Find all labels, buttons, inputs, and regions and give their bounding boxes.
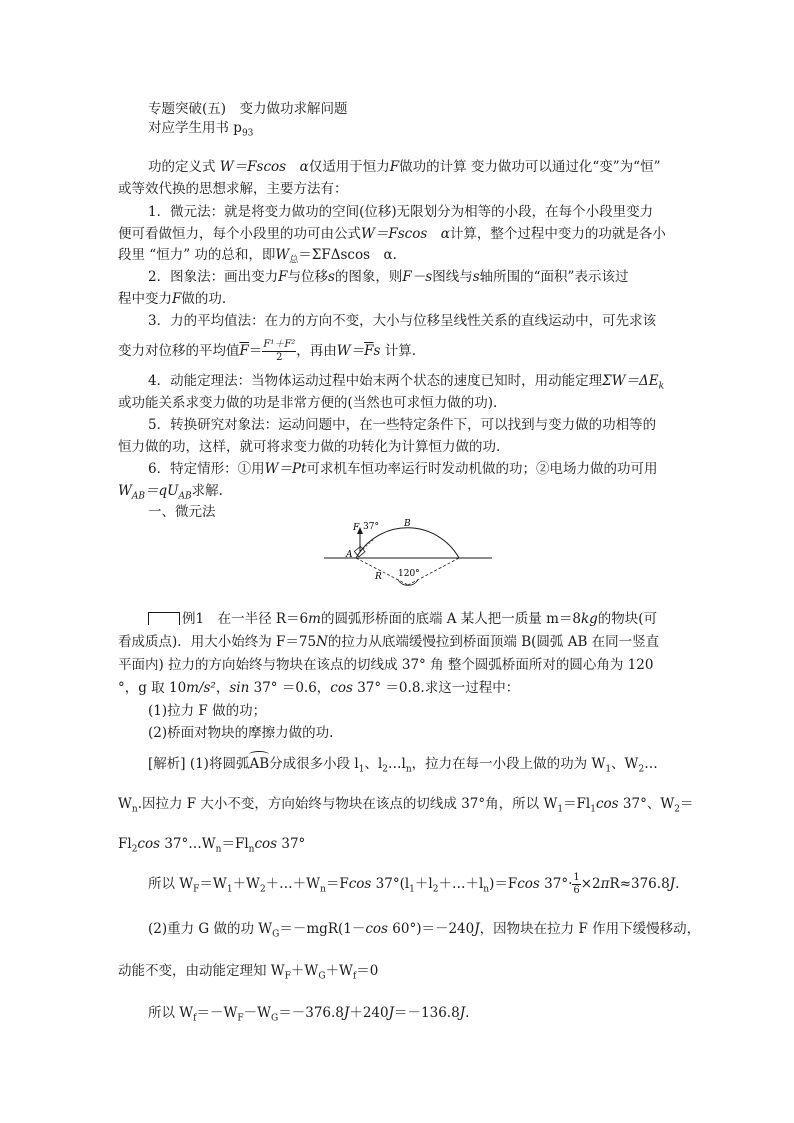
symbol: F [389,159,400,175]
text: W [118,796,132,812]
label-120-degrees: 120° [398,569,420,579]
function: cos [595,796,619,812]
text: 2．图象法：画出变力 [148,269,279,285]
arc-ab-symbol: AB [249,756,270,772]
fraction-numerator: F¹＋F² [263,339,296,350]
subscript: n [320,884,326,895]
bridge-arc [356,528,459,558]
text: ×2 [580,876,601,892]
subscript: 1 [590,804,596,815]
unit: m [308,611,321,627]
text: ＝F [325,876,349,892]
subscript: n [405,764,412,775]
text: 60°)＝－240 [387,921,475,937]
section-heading-micro-element: 一、微元法 [148,504,216,520]
subscript: f [352,971,357,982]
formula: W＝Pt [264,461,307,477]
subscript: F [193,884,200,895]
label-A: A [346,550,353,560]
text: ＝Fl [563,796,591,812]
subscript: 1 [358,764,365,775]
text: . [392,247,397,263]
unit: N [316,634,328,650]
method-2-line-1 [148,268,628,286]
text: ＝ [248,343,263,359]
text: ＋240 [349,1005,389,1021]
text: ＝－136.8 [394,1005,460,1021]
function: cos [137,836,161,852]
symbol: s [373,343,381,359]
label-F: F [353,523,360,533]
text: 动能不变，由动能定理知 W [118,963,285,979]
mean-force-symbol: $\overline{F}$ [364,343,374,359]
unit: kg [580,611,598,627]
text: 求解. [191,483,223,499]
fraction-denominator: 2 [276,352,283,363]
subscript: 1 [605,764,612,775]
symbol: W [118,483,132,499]
text: ，拉力在每一小段上做的功为 W [411,756,606,772]
subscript: 2 [674,804,680,815]
subscript: 2 [259,884,266,895]
formula: ΣW＝ΔE [602,373,659,389]
text: 看成质点)．用大小始终为 F＝75 [118,634,317,650]
text: ＝Fl [221,836,249,852]
solution-line-3 [118,835,305,853]
question-2: (2)桥面对物块的摩擦力做的功. [148,725,334,741]
subscript: 1 [557,804,564,815]
subscript: 1 [409,884,415,895]
text: 的图象，则 [334,269,403,285]
function: cos [365,921,388,937]
subscript: G [271,1013,279,1024]
text: 便可看做恒力，每个小段里的功可由公式 [118,226,361,242]
function: sin [229,680,250,696]
unit: J [388,1005,395,1021]
arch-bridge-figure [320,515,500,590]
example-marker [148,612,180,625]
subscript: n [483,884,490,895]
example-1-line-4 [118,679,519,697]
method-3-line-2 [118,337,416,365]
unit: J [474,921,480,937]
unit: J [669,876,676,892]
text: 4．动能定理法：当物体运动过程中始末两个状态的速度已知时，用动能定理 [148,373,603,389]
subscript: 总 [289,255,299,266]
text: 37°、W [618,796,675,812]
symbol: F [172,291,182,307]
method-5-line-1: 5．转换研究对象法：运动问题中，在一些特定条件下，可以找到与变力做的功相等的 [148,417,657,433]
page-title: 专题突破(五) 变力做功求解问题 [148,101,348,117]
text: 功的定义式 [148,159,216,175]
student-book-reference [148,119,253,137]
text: … [644,756,658,772]
subscript: 2 [638,764,645,775]
formula: ＝ΣFΔscos α [298,247,393,263]
formula: W＝Fscos α [219,159,309,175]
text: 做功的计算 变力做功可以通过化“变”为“恒” [399,159,661,175]
text: 程中变力 [118,291,172,307]
text: ＋…＋W [265,876,321,892]
text: 6．特定情形：①用 [148,461,265,477]
symbol: F－s [402,269,433,285]
text: 图线与 [432,269,473,285]
subscript: 2 [432,884,439,895]
text: ＋W [232,876,260,892]
function: cos [517,876,540,892]
text: 37° ＝0.6， [249,680,331,696]
text: 所以 W [148,1005,194,1021]
text: 所以 W [148,876,194,892]
text: ，因物块在拉力 F 作用下缓慢移动， [479,921,701,937]
text: 37° [277,836,306,852]
unit: J [459,1005,466,1021]
intro-line-1 [148,158,660,176]
text: ＋W [325,963,353,979]
subscript: f [193,1013,197,1024]
solution-line-2 [118,795,693,813]
text: 分成很多小段 l [269,756,359,772]
label-R: R [375,572,382,582]
text: 变力对位移的平均值 [118,343,240,359]
formula: W＝ [336,343,365,359]
question-1: (1)拉力 F 做的功； [148,703,267,719]
method-6-line-1 [148,460,657,478]
mean-force-symbol: $\overline{F}$ [239,343,249,359]
text: )＝F [489,876,518,892]
solution-line-4: 所以 $W_F=W_1+W_2+\dots+W_n=Fcos$ $37^\circ(l_1+l_2+\dots+l_n)=Fcos$ 37°· $\frac{1}{6}$ ×2πR≈376.8J. [148,872,680,896]
text: 例1 在一半径 R＝6 [182,611,309,627]
subscript: 1 [226,884,233,895]
text: …l [388,756,406,772]
text: 仅适用于恒力 [308,159,390,175]
text: 计算. [384,343,417,359]
example-1-line-1 [148,610,657,628]
intro-line-2: 或等效代换的思想求解，主要方法有： [118,181,348,197]
example-1-line-2 [118,633,659,651]
text: ＋l [414,876,433,892]
reference-label: 对应学生用书 p [148,120,242,136]
text: 轴所围的“面积”表示该过 [479,269,629,285]
fraction-denominator: 6 [573,885,580,896]
method-1-line-1: 1．微元法：就是将变力做功的空间(位移)无限划分为相等的小段，在每个小段里变力 [148,204,654,220]
text: [解析] (1)将圆弧 [148,756,250,772]
formula: ＝qU [145,483,179,499]
text: 37°…W [160,836,216,852]
text: 计算，整个过程中变力的功就是各小 [449,226,666,242]
mean-force-fraction [262,339,296,364]
symbol: W [275,247,290,263]
symbol: π [600,876,610,892]
label-37-degrees: 37° [363,522,379,532]
text: ， [215,680,230,696]
text: 的圆弧形桥面的底端 A 某人把一质量 m＝8 [320,611,581,627]
unit: m/s² [186,680,216,696]
text: 与位移 [287,269,328,285]
one-sixth-fraction [572,872,580,897]
method-4-line-2: 或功能关系求变力做的功是非常方便的(当然也可求恒力做的功). [118,395,498,411]
text: 37° ＝0.8.求这一过程中： [352,680,520,696]
subscript: n [215,844,222,855]
method-4-line-1 [148,372,664,390]
method-5-line-2: 恒力做的功，这样，就可将求变力做的功转化为计算恒力做的功. [118,439,501,455]
text: 37°(l [371,876,410,892]
text: －W [243,1005,272,1021]
function: cos [348,876,372,892]
subscript: F [284,971,291,982]
function: cos [330,680,353,696]
text: ＝－W [196,1005,238,1021]
subscript: n [131,804,138,815]
fraction-numerator: 1 [573,872,580,883]
subscript: 2 [131,844,138,855]
text: ＝－376.8 [278,1005,344,1021]
text: ＝ [679,796,694,812]
text: .因拉力 F 大小不变，方向始终与物块在该点的切线成 37°角，所以 W [137,796,558,812]
text: ＝－mgR(1－ [279,921,366,937]
text: 、W [611,756,639,772]
symbol: s [472,269,480,285]
subscript: F [237,1013,244,1024]
subscript: G [318,971,326,982]
text: °，g 取 10 [118,680,187,696]
text: 可求机车恒功率运行时发动机做的功；②电场力做的功可用 [306,461,658,477]
solution-line-5 [148,920,700,938]
unit: J [343,1005,350,1021]
symbol: F [278,269,288,285]
text: 段里 “恒力” 功的总和，即 [118,247,276,263]
method-6-line-2 [118,482,223,500]
symbol: s [327,269,335,285]
subscript: k [658,381,665,392]
subscript: G [272,929,280,940]
example-1-line-3: 平面内) 拉力的方向始终与物块在该点的切线成 37° 角 整个圆弧桥面所对的圆心角为 120 [118,657,654,673]
formula: W＝Fscos α [361,226,450,242]
text: ，再由 [296,343,337,359]
method-3-line-1: 3．力的平均值法：在力的方向不变，大小与位移呈线性关系的直线运动中，可先求该 [148,313,657,329]
text: (2)重力 G 做的功 W [148,921,273,937]
text: R≈376.8 [609,876,670,892]
text: ＝W [199,876,227,892]
solution-line-1 [148,755,658,773]
function: cos [254,836,278,852]
text: 37°· [539,876,573,892]
subscript: n [248,844,255,855]
subscript: AB [131,491,146,502]
reference-page: 93 [241,128,254,139]
text: ＋…＋l [438,876,484,892]
text: 做的功. [181,291,227,307]
label-B: B [404,519,411,529]
method-1-line-2 [118,225,666,243]
method-2-line-2 [118,290,226,308]
text: 的拉力从底端缓慢拉到桥面顶端 B(圆弧 AB 在同一竖直 [327,634,660,650]
text: ＋W [290,963,319,979]
method-1-line-3 [118,246,397,264]
text: ＝0 [356,963,379,979]
subscript: 2 [382,764,389,775]
text: Fl [118,836,132,852]
solution-line-6 [118,962,378,980]
text: 的物块(可 [597,611,658,627]
tangent-line [360,539,374,552]
solution-line-7: 所以 $W_f=-W_F-W_G=-376.8J+240J=-136.8J$. [148,1005,470,1024]
text: 、l [364,756,383,772]
subscript: AB [178,491,192,502]
